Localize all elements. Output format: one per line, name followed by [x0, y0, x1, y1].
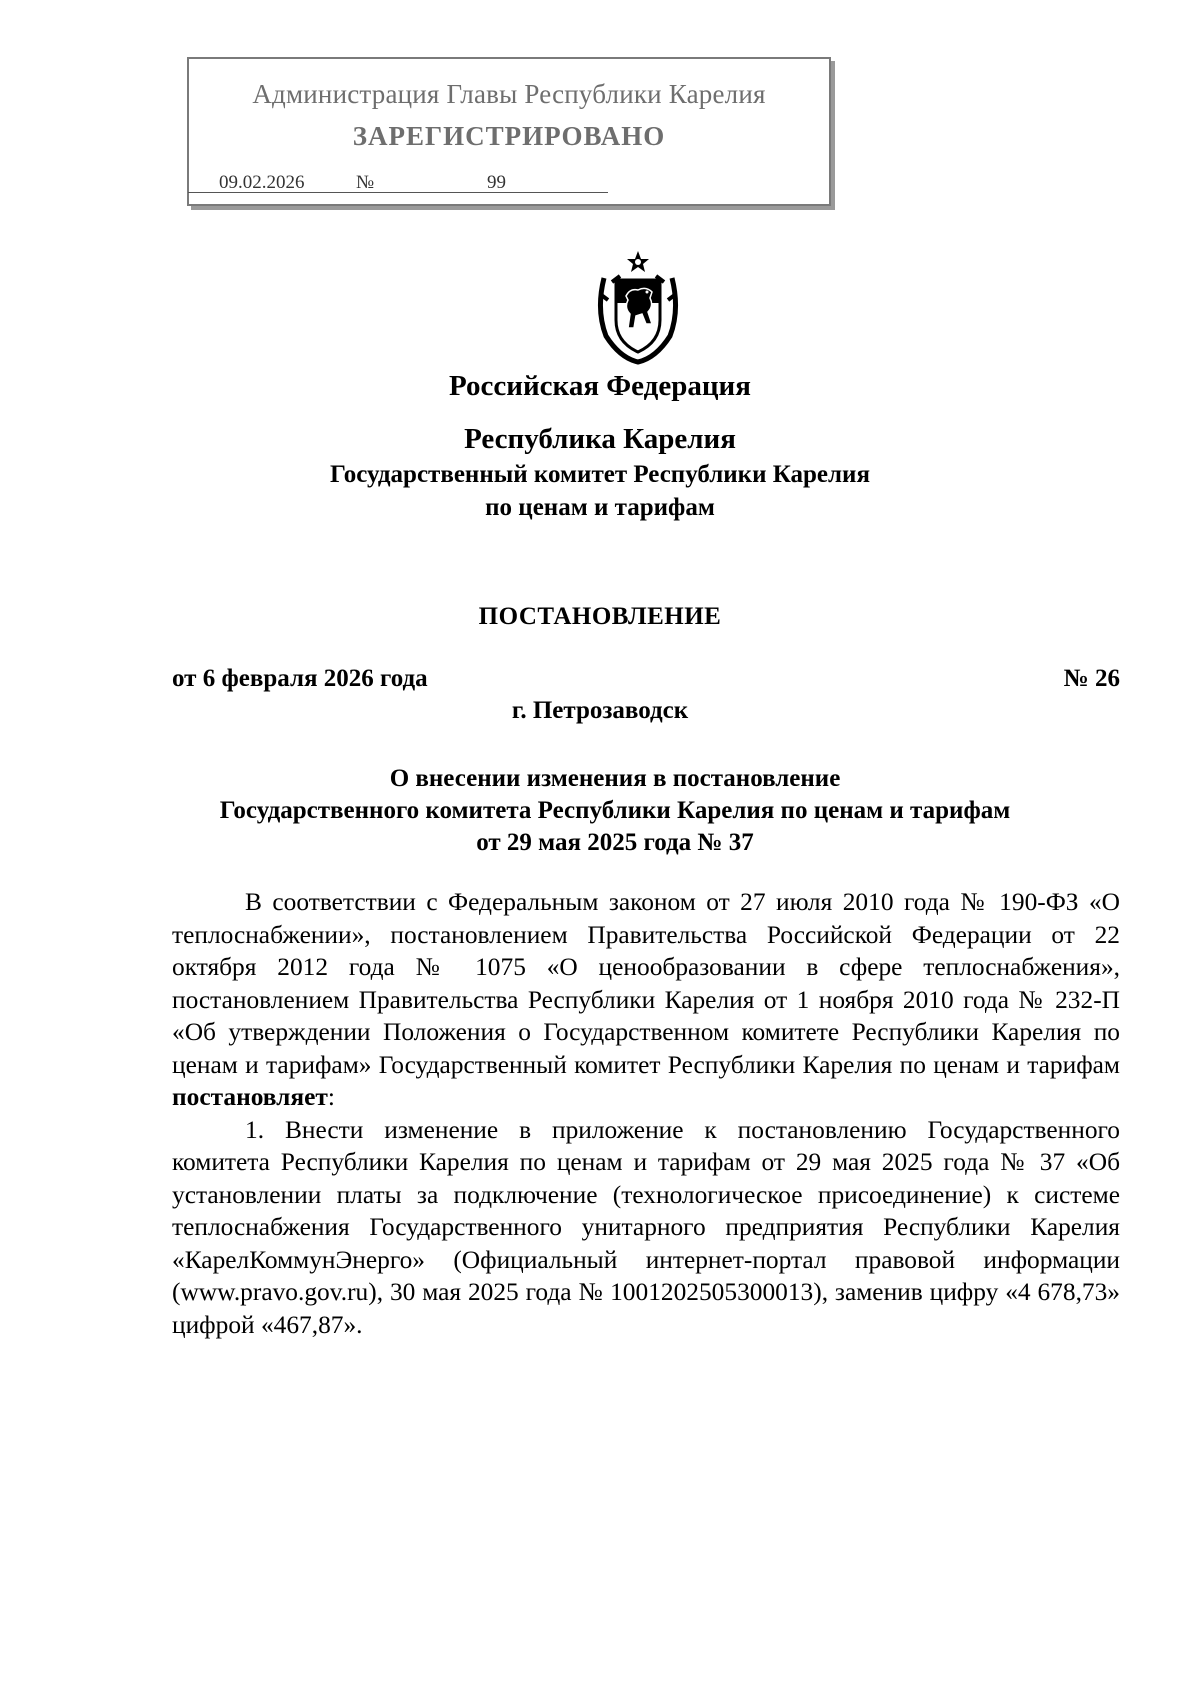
subject-line: от 29 мая 2025 года № 37 [476, 829, 754, 856]
stamp-number: 99 [487, 172, 506, 193]
stamp-status: ЗАРЕГИСТРИРОВАНО [352, 121, 666, 151]
agency-title-line2: по ценам и тарифам [485, 494, 715, 521]
preamble-paragraph [172, 886, 1120, 1114]
country-title: Российская Федерация [449, 370, 751, 402]
document-number: № 26 [1063, 665, 1120, 692]
agency-title-line1: Государственный комитет Республики Карелия [330, 461, 870, 488]
document-type: ПОСТАНОВЛЕНИЕ [478, 603, 722, 630]
document-body [172, 886, 1120, 1341]
resolves-word: постановляет [172, 1083, 328, 1111]
karelia-coat-of-arms-icon [590, 250, 686, 365]
subject-line: О внесении изменения в постановление [389, 765, 841, 792]
item-1-paragraph: 1. Внести изменение в приложение к постановлению Государственного комитета Республики Карелия по ценам и тарифам от 29 мая 2025 года № 37 «Об установлении платы за подключение (технологическое присоединение) к системе теплоснабжения Государственного унитарного предприятия Республики Карелия «КарелКоммунЭнерго» (Официальный интернет-портал правовой информации (www.pravo.gov.ru), 30 мая 2025 года № 1001202505300013), заменив цифру «4 678,73» цифрой «467,87». [172, 1115, 1120, 1339]
stamp-date: 09.02.2026 [219, 172, 305, 193]
preamble-text: В соответствии с Федеральным законом от 27 июля 2010 года № 190-ФЗ «О теплоснабжении», постановлением Правительства Российской Федерации от 22 октября 2012 года № 1075 «О ценообразовании в сфере теплоснабжения», постановлением Правительства Республики Карелия от 1 ноября 2010 года № 232-П «Об утверждении Положения о Государственном комитете Республики Карелия по ценам и тарифам» Государственный комитет Республики Карелия по ценам и тарифам [172, 888, 1120, 1079]
document-date: от 6 февраля 2026 года [172, 665, 428, 692]
document-subject [150, 763, 1080, 859]
preamble-end: : [327, 1083, 335, 1111]
region-title: Республика Карелия [464, 423, 736, 455]
stamp-underline [188, 192, 608, 193]
stamp-organization: Администрация Главы Республики Карелия [252, 79, 766, 109]
subject-line: Государственного комитета Республики Карелия по ценам и тарифам [219, 797, 1011, 824]
stamp-number-sign: № [356, 172, 375, 193]
document-city: г. Петрозаводск [511, 697, 689, 724]
